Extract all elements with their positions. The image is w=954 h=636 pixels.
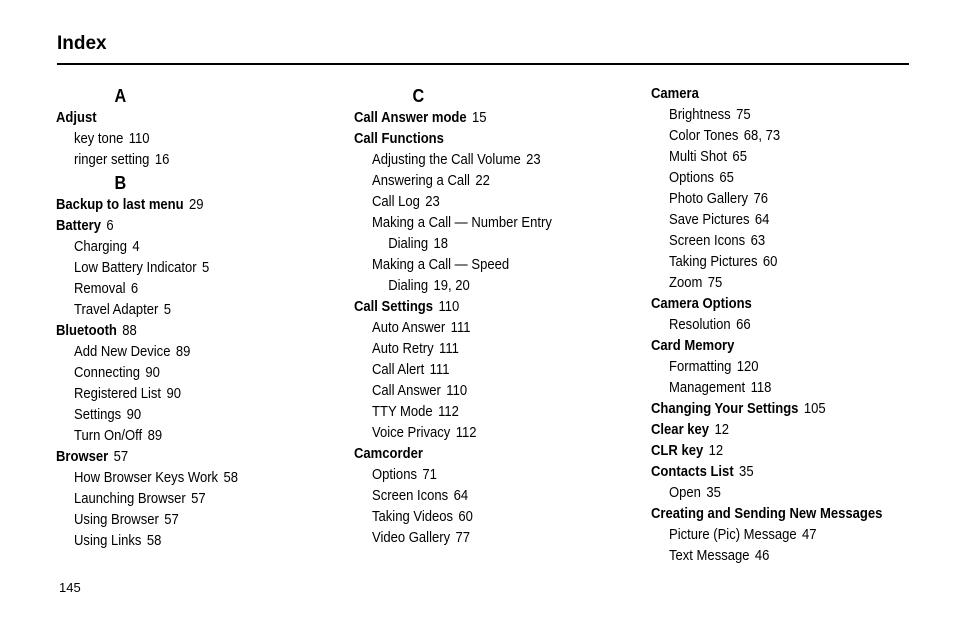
entry-label: Call Answer bbox=[372, 383, 441, 399]
index-subentry bbox=[354, 528, 606, 549]
index-subentry bbox=[56, 279, 308, 300]
page-reference: 88 bbox=[122, 323, 137, 339]
entry-label: Registered List bbox=[74, 386, 162, 402]
page-reference: 64 bbox=[453, 488, 469, 504]
entry-label: Removal bbox=[74, 281, 126, 297]
entry-label: Call Log bbox=[372, 194, 420, 210]
entry-label: Clear key bbox=[651, 422, 710, 438]
index-subentry bbox=[651, 273, 903, 294]
index-subentry bbox=[651, 252, 903, 273]
entry-label: Charging bbox=[74, 239, 127, 255]
entry-label: Camcorder bbox=[354, 446, 423, 462]
entry-label: Auto Retry bbox=[372, 341, 434, 357]
page-reference: 57 bbox=[191, 491, 206, 507]
page-reference: 35 bbox=[739, 464, 754, 480]
index-column-1 bbox=[56, 84, 308, 552]
page-reference: 23 bbox=[425, 194, 440, 210]
page-reference: 65 bbox=[719, 170, 734, 186]
page-reference: 5 bbox=[201, 260, 210, 276]
index-entry bbox=[651, 504, 903, 525]
index-entry bbox=[354, 297, 606, 318]
index-subentry bbox=[651, 378, 903, 399]
entry-label: Screen Icons bbox=[669, 233, 746, 249]
index-subentry bbox=[651, 105, 903, 126]
entry-label: Dialing bbox=[388, 236, 429, 252]
index-entry bbox=[354, 129, 606, 150]
index-entry bbox=[56, 195, 308, 216]
entry-label: Connecting bbox=[74, 365, 141, 381]
page-reference: 66 bbox=[736, 317, 751, 333]
index-subentry bbox=[56, 510, 308, 531]
index-subentry bbox=[354, 360, 606, 381]
index-subentry bbox=[56, 342, 308, 363]
entry-label: Resolution bbox=[669, 317, 731, 333]
page-reference: 22 bbox=[475, 173, 490, 189]
page-reference: 12 bbox=[714, 422, 729, 438]
page-reference: 90 bbox=[166, 386, 181, 402]
index-column-2 bbox=[354, 84, 606, 549]
index-subentry bbox=[354, 507, 606, 528]
index-letter-heading: A bbox=[114, 86, 127, 106]
page-reference: 110 bbox=[438, 299, 460, 315]
index-subentry bbox=[651, 126, 903, 147]
entry-label: Browser bbox=[56, 449, 109, 465]
index-column-3 bbox=[651, 84, 903, 567]
index-subentry bbox=[651, 483, 903, 504]
index-subentry bbox=[651, 546, 903, 567]
entry-label: Taking Pictures bbox=[669, 254, 758, 270]
page-reference: 23 bbox=[526, 152, 541, 168]
page-reference: 47 bbox=[802, 527, 817, 543]
index-subentry bbox=[354, 381, 606, 402]
entry-label: Zoom bbox=[669, 275, 703, 291]
entry-label: Camera Options bbox=[651, 296, 752, 312]
index-subentry bbox=[651, 210, 903, 231]
entry-label: Call Alert bbox=[372, 362, 425, 378]
entry-label: key tone bbox=[74, 131, 124, 147]
entry-label: Contacts List bbox=[651, 464, 734, 480]
index-entry bbox=[651, 84, 903, 105]
index-entry bbox=[56, 321, 308, 342]
page-reference: 29 bbox=[189, 197, 204, 213]
index-subentry bbox=[651, 231, 903, 252]
entry-label: Video Gallery bbox=[372, 530, 451, 546]
index-subentry bbox=[56, 384, 308, 405]
entry-label: Backup to last menu bbox=[56, 197, 184, 213]
entry-label: Creating and Sending New Messages bbox=[651, 506, 883, 522]
index-subentry bbox=[354, 234, 606, 255]
index-subentry bbox=[651, 189, 903, 210]
index-subentry bbox=[56, 426, 308, 447]
entry-label: Add New Device bbox=[74, 344, 171, 360]
page-reference: 112 bbox=[438, 404, 459, 420]
entry-label: Screen Icons bbox=[372, 488, 449, 504]
entry-label: Using Links bbox=[74, 533, 142, 549]
entry-label: Open bbox=[669, 485, 701, 501]
page-reference: 76 bbox=[753, 191, 768, 207]
entry-label: Card Memory bbox=[651, 338, 735, 354]
index-subentry bbox=[354, 318, 606, 339]
page-reference: 89 bbox=[175, 344, 191, 360]
page-reference: 110 bbox=[446, 383, 468, 399]
index-subentry bbox=[56, 405, 308, 426]
index-letter-heading: B bbox=[114, 173, 127, 193]
page-reference: 120 bbox=[736, 359, 759, 375]
page-reference: 110 bbox=[128, 131, 150, 147]
index-subentry bbox=[354, 486, 606, 507]
entry-label: Call Answer mode bbox=[354, 110, 467, 126]
entry-label: Taking Videos bbox=[372, 509, 454, 525]
entry-label: Color Tones bbox=[669, 128, 739, 144]
index-subentry bbox=[354, 423, 606, 444]
entry-label: How Browser Keys Work bbox=[74, 470, 219, 486]
page-reference: 46 bbox=[754, 548, 770, 564]
page-reference: 57 bbox=[164, 512, 179, 528]
entry-label: Making a Call — Number Entry bbox=[372, 215, 552, 231]
page-reference: 111 bbox=[450, 320, 471, 336]
page-reference: 4 bbox=[132, 239, 140, 255]
page-reference: 18 bbox=[433, 236, 449, 252]
index-subentry bbox=[354, 150, 606, 171]
index-subentry bbox=[651, 168, 903, 189]
page-reference: 112 bbox=[455, 425, 477, 441]
page-reference: 75 bbox=[736, 107, 751, 123]
index-subentry bbox=[651, 315, 903, 336]
index-entry bbox=[651, 336, 903, 357]
entry-label: Voice Privacy bbox=[372, 425, 451, 441]
page-reference: 15 bbox=[472, 110, 487, 126]
entry-label: Auto Answer bbox=[372, 320, 446, 336]
index-subentry bbox=[56, 129, 308, 150]
entry-label: Dialing bbox=[388, 278, 429, 294]
page-number: 145 bbox=[59, 580, 81, 595]
entry-label: Travel Adapter bbox=[74, 302, 159, 318]
entry-label: Photo Gallery bbox=[669, 191, 749, 207]
index-subentry bbox=[56, 237, 308, 258]
index-subentry bbox=[354, 402, 606, 423]
entry-label: Launching Browser bbox=[74, 491, 186, 507]
page-reference: 19, 20 bbox=[433, 278, 470, 294]
page-reference: 111 bbox=[439, 341, 459, 357]
page-reference: 60 bbox=[762, 254, 778, 270]
entry-label: Brightness bbox=[669, 107, 731, 123]
entry-label: Battery bbox=[56, 218, 101, 234]
index-subentry bbox=[651, 357, 903, 378]
entry-label: Adjust bbox=[56, 110, 97, 126]
entry-label: Settings bbox=[74, 407, 122, 423]
page-reference: 5 bbox=[163, 302, 172, 318]
page-reference: 58 bbox=[223, 470, 238, 486]
entry-label: Using Browser bbox=[74, 512, 159, 528]
page-reference: 6 bbox=[106, 218, 114, 234]
entry-label: Options bbox=[669, 170, 714, 186]
page-reference: 60 bbox=[458, 509, 473, 525]
index-subentry bbox=[354, 192, 606, 213]
page-reference: 77 bbox=[455, 530, 471, 546]
entry-label: Turn On/Off bbox=[74, 428, 143, 444]
index-entry bbox=[651, 294, 903, 315]
page-reference: 58 bbox=[146, 533, 162, 549]
index-entry bbox=[56, 216, 308, 237]
entry-label: Formatting bbox=[669, 359, 732, 375]
entry-label: Changing Your Settings bbox=[651, 401, 799, 417]
entry-label: Low Battery Indicator bbox=[74, 260, 197, 276]
index-entry bbox=[651, 441, 903, 462]
entry-label: Management bbox=[669, 380, 746, 396]
entry-label: Save Pictures bbox=[669, 212, 750, 228]
index-subentry bbox=[56, 489, 308, 510]
page-reference: 90 bbox=[145, 365, 160, 381]
page-reference: 90 bbox=[126, 407, 142, 423]
index-subentry bbox=[651, 147, 903, 168]
page-reference: 16 bbox=[154, 152, 170, 168]
index-subentry bbox=[56, 150, 308, 171]
index-entry bbox=[56, 447, 308, 468]
title-divider bbox=[57, 63, 909, 65]
entry-label: Adjusting the Call Volume bbox=[372, 152, 521, 168]
page-reference: 118 bbox=[750, 380, 772, 396]
index-subentry bbox=[56, 258, 308, 279]
entry-label: Options bbox=[372, 467, 417, 483]
page-reference: 89 bbox=[147, 428, 163, 444]
index-subentry bbox=[56, 363, 308, 384]
page-reference: 63 bbox=[750, 233, 766, 249]
entry-label: ringer setting bbox=[74, 152, 150, 168]
index-subentry bbox=[354, 255, 606, 276]
index-subentry bbox=[354, 213, 606, 234]
index-subentry bbox=[354, 276, 606, 297]
page-title: Index bbox=[57, 33, 107, 54]
index-subentry bbox=[56, 300, 308, 321]
page-reference: 68, 73 bbox=[743, 128, 781, 144]
page-reference: 105 bbox=[803, 401, 826, 417]
index-subentry bbox=[354, 465, 606, 486]
page-reference: 65 bbox=[732, 149, 747, 165]
index-subentry bbox=[56, 531, 308, 552]
index-entry bbox=[56, 108, 308, 129]
index-entry bbox=[354, 444, 606, 465]
index-subentry bbox=[354, 171, 606, 192]
index-subentry bbox=[56, 468, 308, 489]
page-reference: 57 bbox=[113, 449, 129, 465]
index-entry bbox=[354, 108, 606, 129]
index-entry bbox=[651, 399, 903, 420]
index-letter-heading: C bbox=[412, 86, 425, 106]
index-entry bbox=[651, 420, 903, 441]
entry-label: Call Settings bbox=[354, 299, 434, 315]
page-reference: 35 bbox=[706, 485, 721, 501]
page-reference: 75 bbox=[707, 275, 723, 291]
entry-label: TTY Mode bbox=[372, 404, 433, 420]
page-reference: 64 bbox=[754, 212, 770, 228]
entry-label: Call Functions bbox=[354, 131, 444, 147]
entry-label: Picture (Pic) Message bbox=[669, 527, 797, 543]
entry-label: Text Message bbox=[669, 548, 750, 564]
page-reference: 111 bbox=[429, 362, 450, 378]
index-entry bbox=[651, 462, 903, 483]
entry-label: Answering a Call bbox=[372, 173, 470, 189]
index-subentry bbox=[354, 339, 606, 360]
entry-label: CLR key bbox=[651, 443, 704, 459]
index-subentry bbox=[651, 525, 903, 546]
page-reference: 6 bbox=[130, 281, 139, 297]
entry-label: Multi Shot bbox=[669, 149, 728, 165]
entry-label: Camera bbox=[651, 86, 699, 102]
entry-label: Bluetooth bbox=[56, 323, 117, 339]
page-reference: 71 bbox=[422, 467, 437, 483]
page-reference: 12 bbox=[708, 443, 724, 459]
entry-label: Making a Call — Speed bbox=[372, 257, 510, 273]
